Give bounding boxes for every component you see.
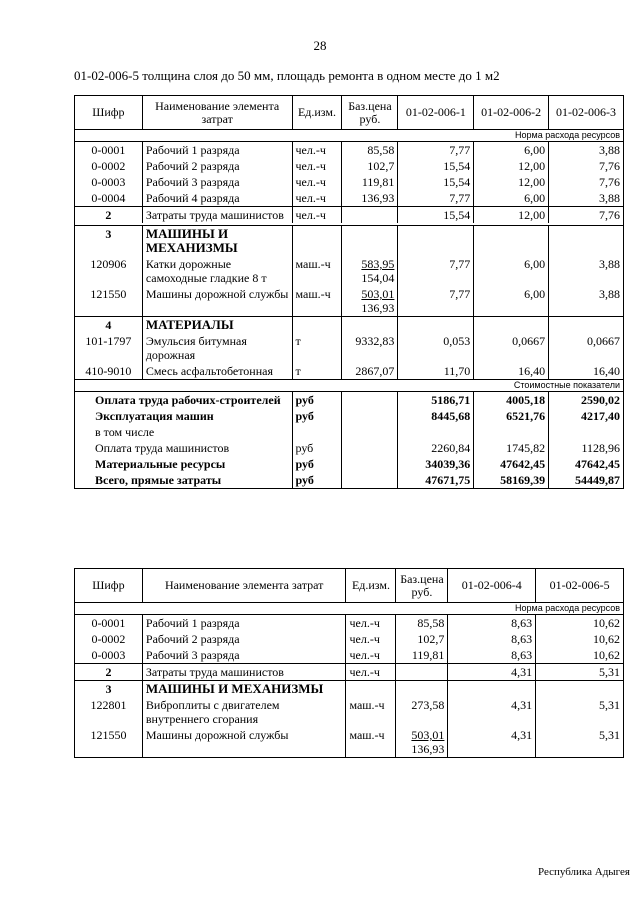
total-v2 [474,424,549,440]
total-name: Эксплуатация машин [75,408,293,424]
total-v1: 8445,68 [398,408,474,424]
unit-cell: маш.-ч [346,727,396,758]
operators-v4: 4,31 [448,664,536,681]
materials-code: 4 [75,317,143,334]
header-col-1: 01-02-006-1 [398,96,474,130]
code-cell: 0-0001 [75,142,143,159]
materials-title: МАТЕРИАЛЫ [142,317,292,334]
name-cell: Машины дорожной службы [142,727,346,758]
value-cell: 0,0667 [549,333,624,363]
total-name: в том числе [75,424,293,440]
unit-cell: маш.-ч [346,697,396,727]
unit-cell: т [292,333,342,363]
price-cell: 273,58 [396,697,448,727]
code-cell: 120906 [75,256,143,286]
labor-row [75,174,624,190]
value-cell: 8,63 [448,615,536,632]
total-v3: 54449,87 [549,472,624,489]
machine-rows [75,697,624,758]
labor-rows [75,615,624,664]
name-cell: Рабочий 1 разряда [142,615,346,632]
header-unit: Ед.изм. [292,96,342,130]
value-cell: 7,76 [549,174,624,190]
value-cell: 7,77 [398,286,474,317]
value-cell: 6,00 [474,286,549,317]
value-cell: 5,31 [536,697,624,727]
machines-title: МАШИНЫ И МЕХАНИЗМЫ [142,681,346,698]
value-cell: 3,88 [549,286,624,317]
labor-row [75,647,624,664]
machine-row [75,697,624,727]
cost-label: Стоимостные показатели [75,380,624,392]
machine-row [75,286,624,317]
total-unit: руб [292,408,342,424]
value-cell: 3,88 [549,190,624,207]
code-cell: 0-0004 [75,190,143,207]
value-cell: 0,0667 [474,333,549,363]
value-cell: 10,62 [536,615,624,632]
total-unit: руб [292,392,342,409]
unit-cell: маш.-ч [292,256,342,286]
value-cell: 7,76 [549,158,624,174]
name-cell: Рабочий 2 разряда [142,631,346,647]
header-col-5: 01-02-006-5 [536,569,624,603]
unit-cell: чел.-ч [346,615,396,632]
price-wage: 136,93 [411,742,445,756]
code-cell: 0-0003 [75,647,143,664]
unit-cell: чел.-ч [292,174,342,190]
unit-cell: чел.-ч [292,190,342,207]
value-cell: 12,00 [474,158,549,174]
operators-v5: 5,31 [536,664,624,681]
total-v2: 47642,45 [474,456,549,472]
machines-title: МАШИНЫ И МЕХАНИЗМЫ [142,226,292,257]
machine-rows [75,256,624,317]
unit-cell: т [292,363,342,380]
operators-v2: 12,00 [474,207,549,224]
machines-code: 3 [75,226,143,257]
operators-unit: чел.-ч [292,207,342,224]
material-row [75,333,624,363]
price-total: 583,95 [361,257,395,271]
total-rows [75,392,624,489]
price-cell [342,286,398,317]
resource-table-1 [74,95,624,489]
total-v3: 2590,02 [549,392,624,409]
value-cell: 10,62 [536,631,624,647]
total-price [342,456,398,472]
total-name: Оплата труда рабочих-строителей [75,392,293,409]
total-row [75,424,624,440]
total-v3 [549,424,624,440]
operators-unit: чел.-ч [346,664,396,681]
machine-row [75,256,624,286]
total-v1 [398,424,474,440]
price-cell [396,727,448,758]
labor-row [75,142,624,159]
price-total: 503,01 [411,728,445,742]
code-cell: 0-0002 [75,158,143,174]
price-cell: 102,7 [396,631,448,647]
code-cell: 101-1797 [75,333,143,363]
price-cell: 85,58 [396,615,448,632]
name-cell: Смесь асфальтобетонная [142,363,292,380]
name-cell: Машины дорожной службы [142,286,292,317]
labor-row [75,615,624,632]
total-price [342,472,398,489]
name-cell: Рабочий 1 разряда [142,142,292,159]
name-cell: Рабочий 2 разряда [142,158,292,174]
unit-cell: маш.-ч [292,286,342,317]
total-v2: 58169,39 [474,472,549,489]
price-cell: 9332,83 [342,333,398,363]
machine-row [75,727,624,758]
total-name: Оплата труда машинистов [75,440,293,456]
price-cell [342,256,398,286]
price-cell: 119,81 [342,174,398,190]
total-price [342,424,398,440]
code-cell: 0-0001 [75,615,143,632]
total-row [75,456,624,472]
unit-cell: чел.-ч [292,158,342,174]
value-cell: 3,88 [549,256,624,286]
price-cell: 136,93 [342,190,398,207]
operators-v1: 15,54 [398,207,474,224]
total-row [75,408,624,424]
header-col-3: 01-02-006-3 [549,96,624,130]
labor-row [75,158,624,174]
header-col-2: 01-02-006-2 [474,96,549,130]
header-unit: Ед.изм. [346,569,396,603]
total-v3: 1128,96 [549,440,624,456]
price-cell: 85,58 [342,142,398,159]
code-cell: 0-0002 [75,631,143,647]
code-cell: 122801 [75,697,143,727]
footer-region: Республика Адыгея [537,866,630,878]
total-unit: руб [292,440,342,456]
price-total: 503,01 [361,287,395,301]
total-v3: 4217,40 [549,408,624,424]
value-cell: 11,70 [398,363,474,380]
unit-cell: чел.-ч [346,631,396,647]
total-price [342,440,398,456]
labor-rows [75,142,624,207]
total-unit [292,424,342,440]
total-name: Всего, прямые затраты [75,472,293,489]
price-wage: 136,93 [361,301,395,315]
labor-row [75,190,624,207]
code-cell: 0-0003 [75,174,143,190]
operators-name: Затраты труда машинистов [142,207,292,224]
total-price [342,392,398,409]
value-cell: 0,053 [398,333,474,363]
norm-label: Норма расхода ресурсов [75,603,624,615]
code-cell: 410-9010 [75,363,143,380]
value-cell: 7,77 [398,142,474,159]
code-cell: 121550 [75,727,143,758]
name-cell: Рабочий 3 разряда [142,174,292,190]
value-cell: 5,31 [536,727,624,758]
resource-table-2 [74,568,624,758]
total-v1: 5186,71 [398,392,474,409]
price-wage: 154,04 [361,271,395,285]
header-price: Баз.цена руб. [342,96,398,130]
value-cell: 16,40 [549,363,624,380]
name-cell: Рабочий 3 разряда [142,647,346,664]
total-unit: руб [292,472,342,489]
value-cell: 8,63 [448,631,536,647]
value-cell: 15,54 [398,174,474,190]
code-cell: 121550 [75,286,143,317]
material-rows [75,333,624,380]
labor-row [75,631,624,647]
value-cell: 4,31 [448,697,536,727]
price-cell: 119,81 [396,647,448,664]
name-cell: Рабочий 4 разряда [142,190,292,207]
material-row [75,363,624,380]
value-cell: 3,88 [549,142,624,159]
total-row [75,392,624,409]
total-v2: 4005,18 [474,392,549,409]
value-cell: 8,63 [448,647,536,664]
header-price: Баз.цена руб. [396,569,448,603]
value-cell: 6,00 [474,256,549,286]
total-v2: 6521,76 [474,408,549,424]
value-cell: 16,40 [474,363,549,380]
name-cell: Катки дорожные самоходные гладкие 8 т [142,256,292,286]
operators-v3: 7,76 [549,207,624,224]
total-name: Материальные ресурсы [75,456,293,472]
price-cell: 2867,07 [342,363,398,380]
total-unit: руб [292,456,342,472]
value-cell: 6,00 [474,142,549,159]
header-code: Шифр [75,569,143,603]
header-col-4: 01-02-006-4 [448,569,536,603]
page-number: 28 [313,38,327,53]
section-caption: 01-02-006-5 толщина слоя до 50 мм, площадь ремонта в одном месте до 1 м2 [74,68,500,83]
value-cell: 7,77 [398,256,474,286]
total-v1: 2260,84 [398,440,474,456]
machines-code: 3 [75,681,143,698]
total-v1: 47671,75 [398,472,474,489]
value-cell: 6,00 [474,190,549,207]
operators-name: Затраты труда машинистов [142,664,346,681]
value-cell: 4,31 [448,727,536,758]
price-cell: 102,7 [342,158,398,174]
total-row [75,472,624,489]
name-cell: Эмульсия битумная дорожная [142,333,292,363]
total-row [75,440,624,456]
unit-cell: чел.-ч [292,142,342,159]
total-v3: 47642,45 [549,456,624,472]
header-code: Шифр [75,96,143,130]
value-cell: 12,00 [474,174,549,190]
header-name: Наименование элемента затрат [142,96,292,130]
total-v2: 1745,82 [474,440,549,456]
value-cell: 10,62 [536,647,624,664]
value-cell: 7,77 [398,190,474,207]
value-cell: 15,54 [398,158,474,174]
norm-label: Норма расхода ресурсов [75,130,624,142]
name-cell: Виброплиты с двигателем внутреннего сгорания [142,697,346,727]
operators-code: 2 [75,207,143,224]
operators-code: 2 [75,664,143,681]
total-v1: 34039,36 [398,456,474,472]
header-name: Наименование элемента затрат [142,569,346,603]
total-price [342,408,398,424]
unit-cell: чел.-ч [346,647,396,664]
